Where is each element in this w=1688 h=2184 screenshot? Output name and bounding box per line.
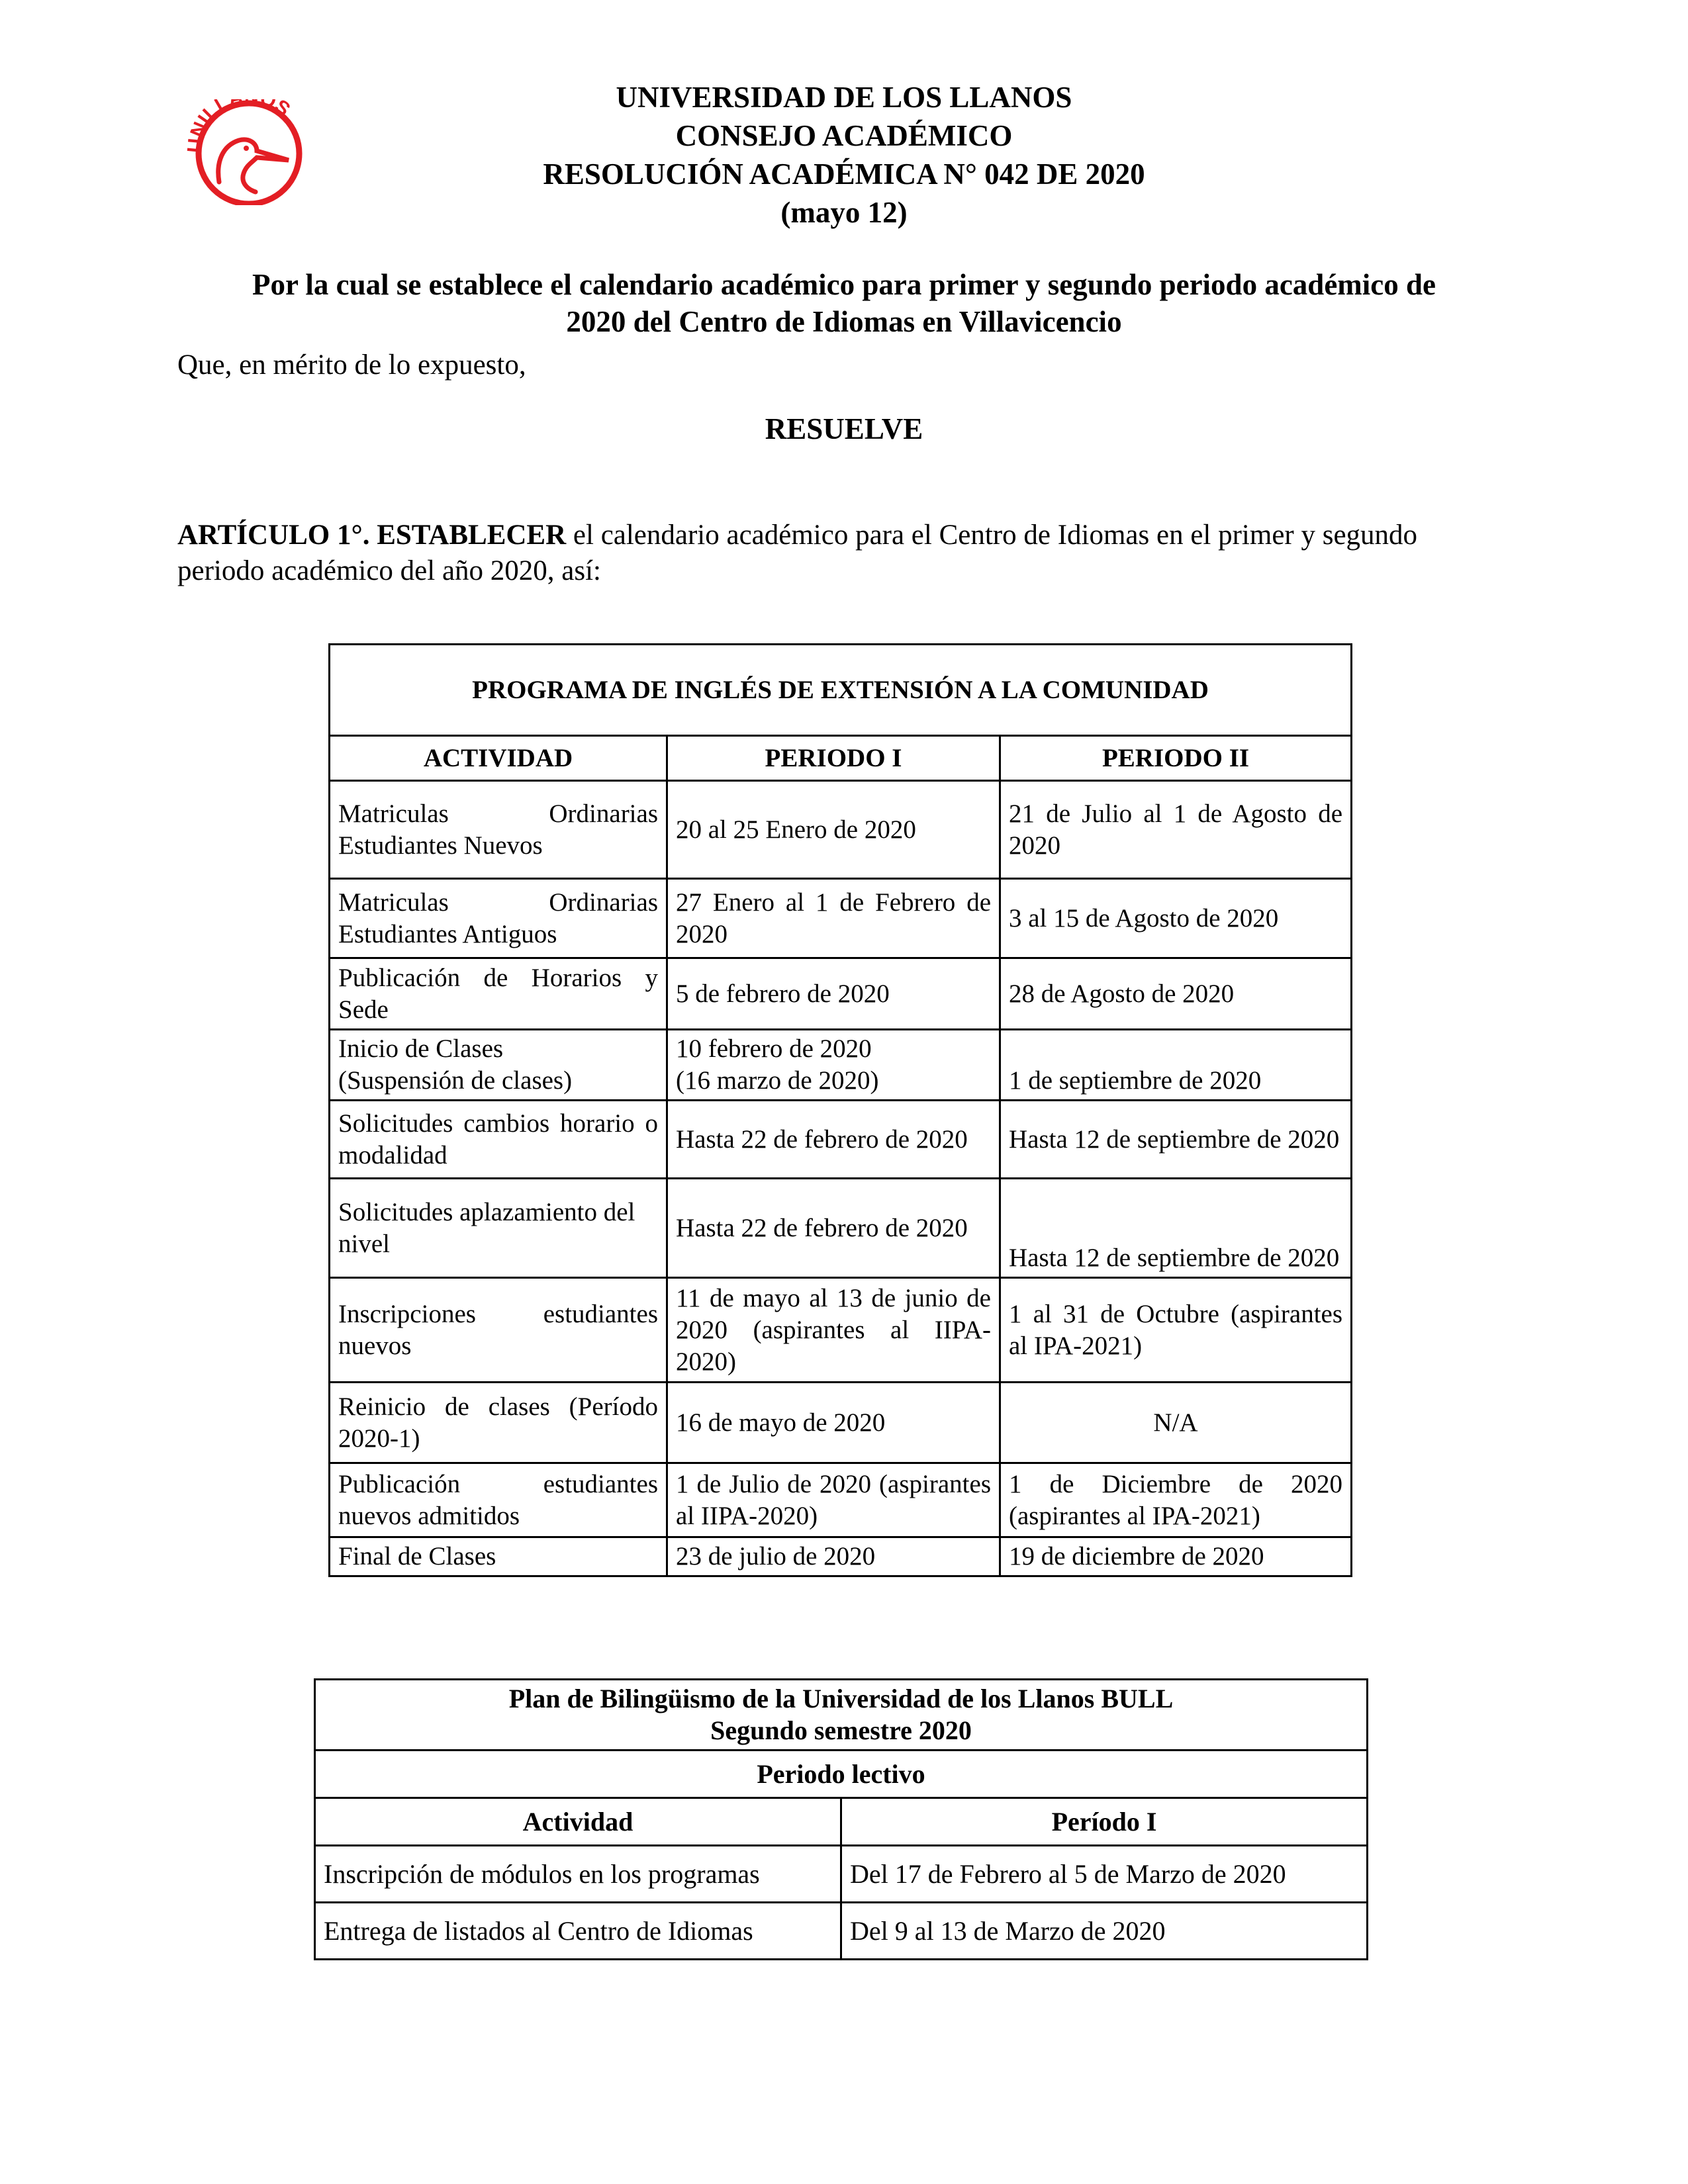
resolution-subject	[159, 266, 1529, 340]
activity-cell: Entrega de listados al Centro de Idiomas	[315, 1903, 841, 1960]
council-name: CONSEJO ACADÉMICO	[675, 119, 1013, 152]
period2-cell: 28 de Agosto de 2020	[1000, 958, 1352, 1030]
table-row	[330, 1101, 1352, 1179]
logo-text: UNILL OS	[183, 99, 295, 154]
document-header	[0, 78, 1688, 232]
table-row	[330, 1383, 1352, 1463]
column-header: PERIODO I	[667, 736, 1000, 781]
table-row	[330, 958, 1352, 1030]
column-header: Período I	[841, 1798, 1368, 1846]
period-cell: Del 17 de Febrero al 5 de Marzo de 2020	[841, 1846, 1368, 1903]
article-text-1: el calendario académico para el Centro de Idiomas en el primer y segundo	[566, 520, 1418, 551]
period-cell: Del 9 al 13 de Marzo de 2020	[841, 1903, 1368, 1960]
period1-cell: 27 Enero al 1 de Febrero de 2020	[667, 879, 1000, 958]
period2-cell: 1 de septiembre de 2020	[1000, 1030, 1352, 1101]
period1-cell: 11 de mayo al 13 de junio de 2020 (aspirantes al IIPA-2020)	[667, 1278, 1000, 1383]
period1-cell: Hasta 22 de febrero de 2020	[667, 1179, 1000, 1278]
period2-cell: 21 de Julio al 1 de Agosto de 2020	[1000, 781, 1352, 879]
calendar-table-bull	[314, 1678, 1368, 1960]
column-header: Actividad	[315, 1798, 841, 1846]
article-1	[177, 518, 1515, 589]
column-header: PERIODO II	[1000, 736, 1352, 781]
table-title: PROGRAMA DE INGLÉS DE EXTENSIÓN A LA COMUNIDAD	[330, 645, 1352, 736]
table-row	[330, 1030, 1352, 1101]
period2-cell: 3 al 15 de Agosto de 2020	[1000, 879, 1352, 958]
activity-cell: Matriculas Ordinarias Estudiantes Antiguos	[330, 879, 667, 958]
period1-cell: Hasta 22 de febrero de 2020	[667, 1101, 1000, 1179]
activity-cell: Inscripción de módulos en los programas	[315, 1846, 841, 1903]
period2-cell: Hasta 12 de septiembre de 2020	[1000, 1179, 1352, 1278]
resuelve-heading: RESUELVE	[765, 412, 923, 445]
activity-cell: Final de Clases	[330, 1537, 667, 1576]
table-row	[330, 1537, 1352, 1576]
activity-cell: Solicitudes cambios horario o modalidad	[330, 1101, 667, 1179]
table-row	[330, 1278, 1352, 1383]
period2-cell: N/A	[1000, 1383, 1352, 1463]
activity-cell: Solicitudes aplazamiento del nivel	[330, 1179, 667, 1278]
activity-cell: Matriculas Ordinarias Estudiantes Nuevos	[330, 781, 667, 879]
intro-text: Que, en mérito de lo expuesto,	[177, 349, 526, 381]
period1-cell: 1 de Julio de 2020 (aspirantes al IIPA-2020)	[667, 1463, 1000, 1537]
period2-cell: 1 de Diciembre de 2020 (aspirantes al IPA-2021)	[1000, 1463, 1352, 1537]
period1-cell: 16 de mayo de 2020	[667, 1383, 1000, 1463]
table-row	[315, 1846, 1368, 1903]
university-name: UNIVERSIDAD DE LOS LLANOS	[616, 81, 1072, 114]
table-row	[330, 781, 1352, 879]
table-row	[315, 1903, 1368, 1960]
subject-line-1: Por la cual se establece el calendario académico para primer y segundo periodo académico de	[252, 268, 1436, 301]
table-row	[330, 1179, 1352, 1278]
table2-subtitle: Periodo lectivo	[315, 1751, 1368, 1798]
activity-cell: Inicio de Clases (Suspensión de clases)	[330, 1030, 667, 1101]
table2-title: Plan de Bilingüismo de la Universidad de los Llanos BULL Segundo semestre 2020	[315, 1680, 1368, 1751]
activity-cell: Publicación de Horarios y Sede	[330, 958, 667, 1030]
article-label: ARTÍCULO 1°. ESTABLECER	[177, 520, 567, 551]
period1-cell: 10 febrero de 2020 (16 marzo de 2020)	[667, 1030, 1000, 1101]
period2-cell: 19 de diciembre de 2020	[1000, 1537, 1352, 1576]
activity-cell: Inscripciones estudiantes nuevos	[330, 1278, 667, 1383]
activity-cell: Publicación estudiantes nuevos admitidos	[330, 1463, 667, 1537]
subject-line-2: 2020 del Centro de Idiomas en Villavicencio	[566, 305, 1122, 338]
period1-cell: 23 de julio de 2020	[667, 1537, 1000, 1576]
calendar-table-english	[328, 643, 1352, 1577]
column-header: ACTIVIDAD	[330, 736, 667, 781]
article-text-2: periodo académico del año 2020, así:	[177, 555, 602, 586]
period2-cell: Hasta 12 de septiembre de 2020	[1000, 1101, 1352, 1179]
activity-cell: Reinicio de clases (Período 2020-1)	[330, 1383, 667, 1463]
period1-cell: 5 de febrero de 2020	[667, 958, 1000, 1030]
period2-cell: 1 al 31 de Octubre (aspirantes al IPA-2021)	[1000, 1278, 1352, 1383]
period1-cell: 20 al 25 Enero de 2020	[667, 781, 1000, 879]
resolution-title: RESOLUCIÓN ACADÉMICA N° 042 DE 2020	[543, 158, 1145, 191]
resolution-date: (mayo 12)	[780, 196, 908, 229]
table-row	[330, 1463, 1352, 1537]
table-row	[330, 879, 1352, 958]
